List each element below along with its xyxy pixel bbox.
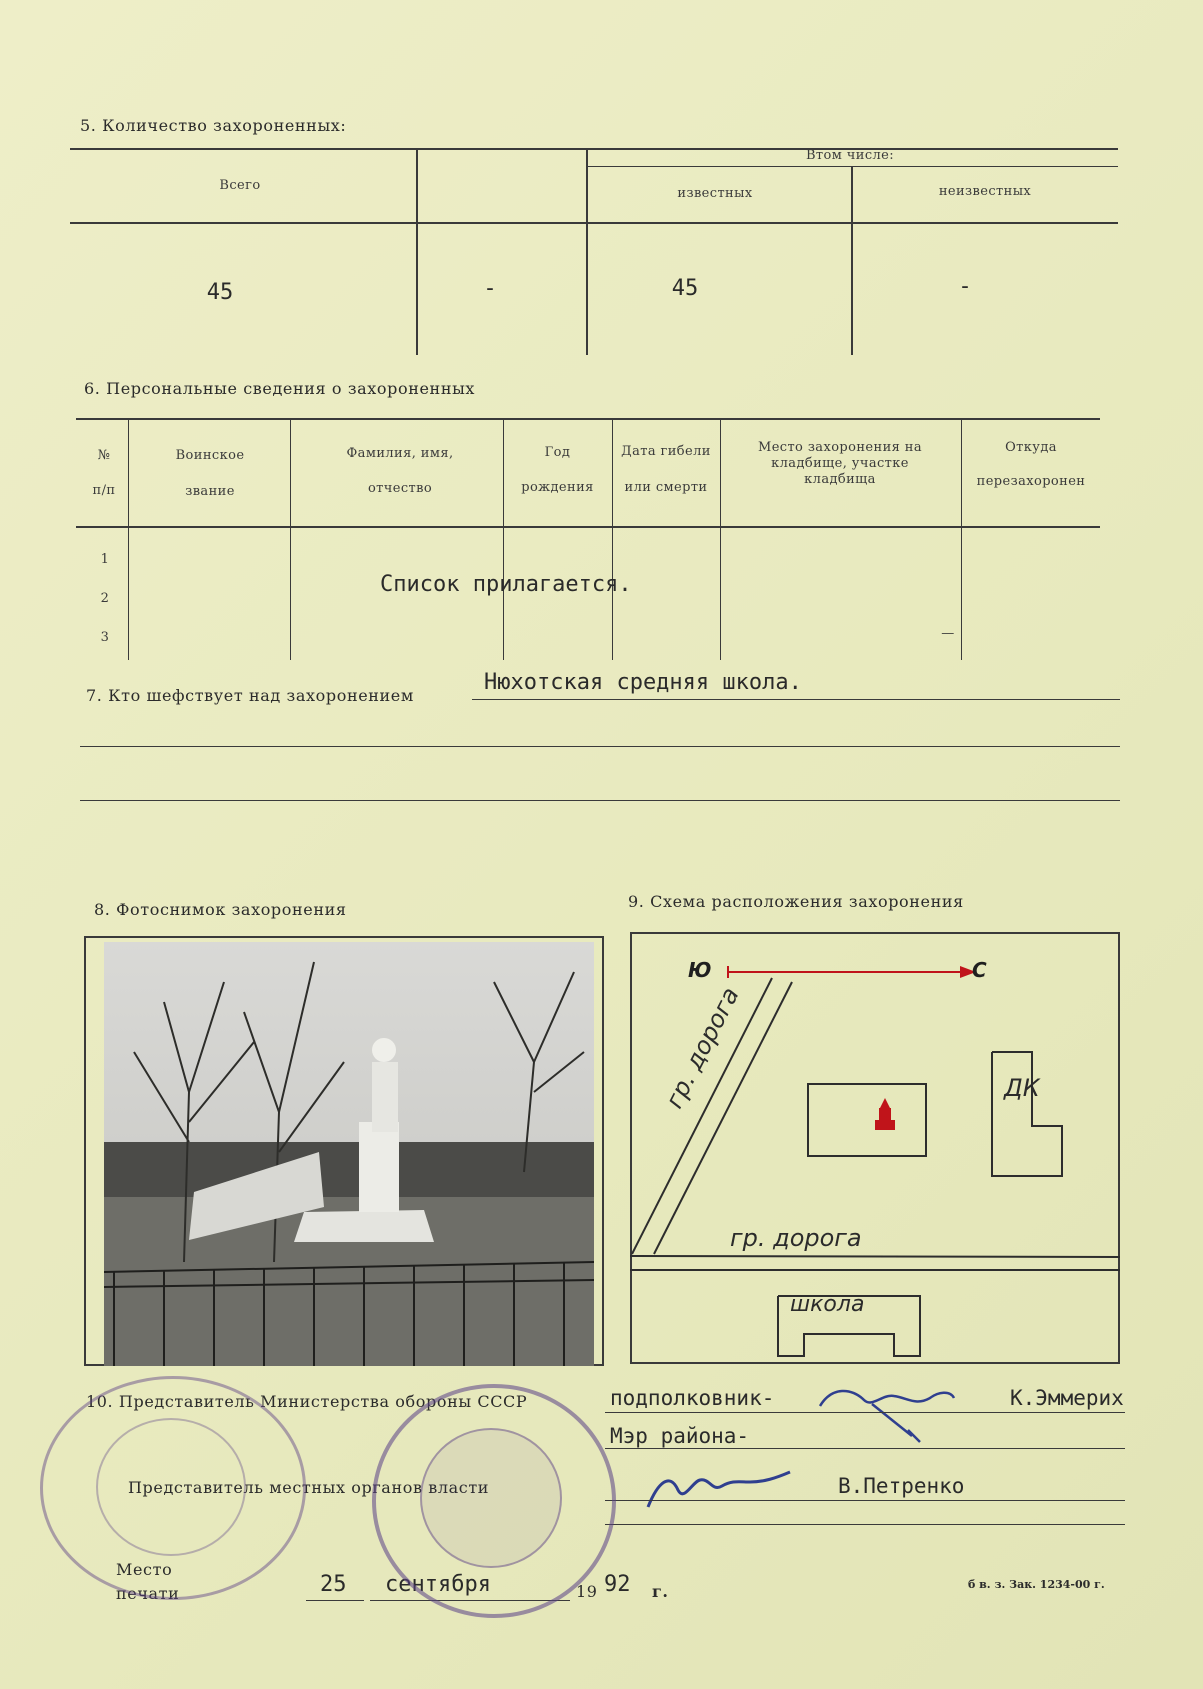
dk-building-outline bbox=[992, 1052, 1062, 1176]
table6-header-num-top: № bbox=[97, 448, 111, 463]
direction-north-label: С bbox=[972, 958, 987, 982]
section9-title: 9. Схема расположения захоронения bbox=[628, 892, 964, 911]
table6-header-place: Место захоронения на кладбище, участке кладбища bbox=[757, 440, 923, 487]
table5-header-unknown: неизвестных bbox=[938, 184, 1032, 199]
section5-title: 5. Количество захороненных: bbox=[80, 116, 347, 135]
direction-south-label: Ю bbox=[688, 958, 712, 982]
table5-vline-2 bbox=[586, 148, 588, 355]
signature-mod bbox=[812, 1376, 962, 1446]
table5-header-including: Втом числе: bbox=[805, 148, 895, 163]
date-year-prefix: 19 bbox=[576, 1582, 598, 1601]
table5-vline-1 bbox=[416, 148, 418, 355]
section7-blank-line-2 bbox=[80, 800, 1120, 801]
section7-fill-line bbox=[472, 699, 1120, 700]
table6-header-from-bottom: перезахоронен bbox=[976, 474, 1086, 489]
horizontal-road-top-edge bbox=[630, 1256, 1120, 1257]
place-label-1: Место bbox=[116, 1560, 173, 1579]
table6-vline-5 bbox=[720, 420, 721, 660]
table6-header-rank-bottom: звание bbox=[185, 484, 235, 499]
section10-mod-label: 10. Представитель Министерства обороны СССР bbox=[86, 1392, 528, 1411]
table6-row-3: 3 bbox=[100, 630, 110, 645]
table6-vline-3 bbox=[503, 420, 504, 660]
section10-mayor-role: Мэр района- bbox=[610, 1424, 750, 1448]
date-g: г. bbox=[652, 1582, 669, 1601]
section10-line-2 bbox=[605, 1448, 1125, 1449]
table5-value-col2: - bbox=[483, 276, 497, 301]
section7-blank-line-1 bbox=[80, 746, 1120, 747]
horizontal-road-label: гр. дорога bbox=[730, 1224, 862, 1252]
dk-label: ДК bbox=[1004, 1074, 1040, 1102]
table5-header-total: Всего bbox=[219, 178, 261, 193]
section10-line-1 bbox=[605, 1412, 1125, 1413]
section10-mod-name: К.Эммерих bbox=[1010, 1386, 1124, 1410]
signature-local bbox=[640, 1452, 800, 1522]
date-year-suffix: 92 bbox=[604, 1572, 631, 1597]
table5-value-total: 45 bbox=[206, 280, 234, 305]
section7-value: Нюхотская средняя школа. bbox=[484, 670, 802, 695]
stamp-left-inner bbox=[96, 1418, 246, 1556]
table6-row-2: 2 bbox=[100, 591, 110, 606]
table6-header-death-bottom: или смерти bbox=[624, 480, 708, 495]
table6-header-year-top: Год bbox=[544, 445, 571, 460]
scheme-map bbox=[630, 932, 1120, 1364]
table6-vline-1 bbox=[128, 420, 129, 660]
table6-list-note: Список прилагается. bbox=[380, 572, 632, 597]
section10-mod-role: подполковник- bbox=[610, 1386, 775, 1410]
print-code: б в. з. Зак. 1234-00 г. bbox=[968, 1578, 1105, 1591]
section8-title: 8. Фотоснимок захоронения bbox=[94, 900, 347, 919]
table5-vline-3 bbox=[851, 166, 853, 355]
school-label: школа bbox=[790, 1292, 865, 1317]
table5-header-bottom-line bbox=[70, 222, 1118, 224]
memorial-photo bbox=[104, 942, 594, 1366]
section7-title: 7. Кто шефствует над захоронением bbox=[86, 686, 414, 705]
table6-header-name-top: Фамилия, имя, bbox=[346, 446, 454, 461]
section10-local-name: В.Петренко bbox=[838, 1474, 965, 1498]
date-month: сентября bbox=[385, 1572, 491, 1597]
burial-site-outline bbox=[808, 1084, 926, 1156]
table6-header-rank-top: Воинское bbox=[175, 448, 245, 463]
table6-row-1: 1 bbox=[100, 552, 110, 567]
table6-dash: — bbox=[941, 626, 955, 641]
table6-top-line bbox=[76, 418, 1100, 420]
section10-line-3 bbox=[605, 1500, 1125, 1501]
section6-title: 6. Персональные сведения о захороненных bbox=[84, 379, 476, 398]
table6-vline-2 bbox=[290, 420, 291, 660]
monument-marker bbox=[875, 1098, 895, 1130]
stamp-right-emblem bbox=[420, 1428, 562, 1568]
table5-header-known: известных bbox=[677, 186, 753, 201]
place-label-2: печати bbox=[116, 1584, 180, 1603]
table6-header-bottom-line bbox=[76, 526, 1100, 528]
date-day: 25 bbox=[320, 1572, 347, 1597]
table5-value-known: 45 bbox=[671, 276, 699, 301]
table6-header-num-bottom: п/п bbox=[92, 483, 116, 498]
table6-header-name-bottom: отчество bbox=[367, 481, 433, 496]
table5-top-line bbox=[70, 148, 1118, 150]
table6-header-death-top: Дата гибели bbox=[621, 444, 711, 459]
diagonal-road-label: гр. дорога bbox=[660, 982, 745, 1113]
date-day-line bbox=[306, 1600, 364, 1601]
section10-local-label: Представитель местных органов власти bbox=[128, 1478, 490, 1497]
table6-vline-6 bbox=[961, 420, 962, 660]
table6-header-year-bottom: рождения bbox=[521, 480, 594, 495]
table5-value-unknown: - bbox=[958, 274, 972, 299]
table6-header-from-top: Откуда bbox=[1005, 440, 1057, 455]
section10-line-4 bbox=[605, 1524, 1125, 1525]
